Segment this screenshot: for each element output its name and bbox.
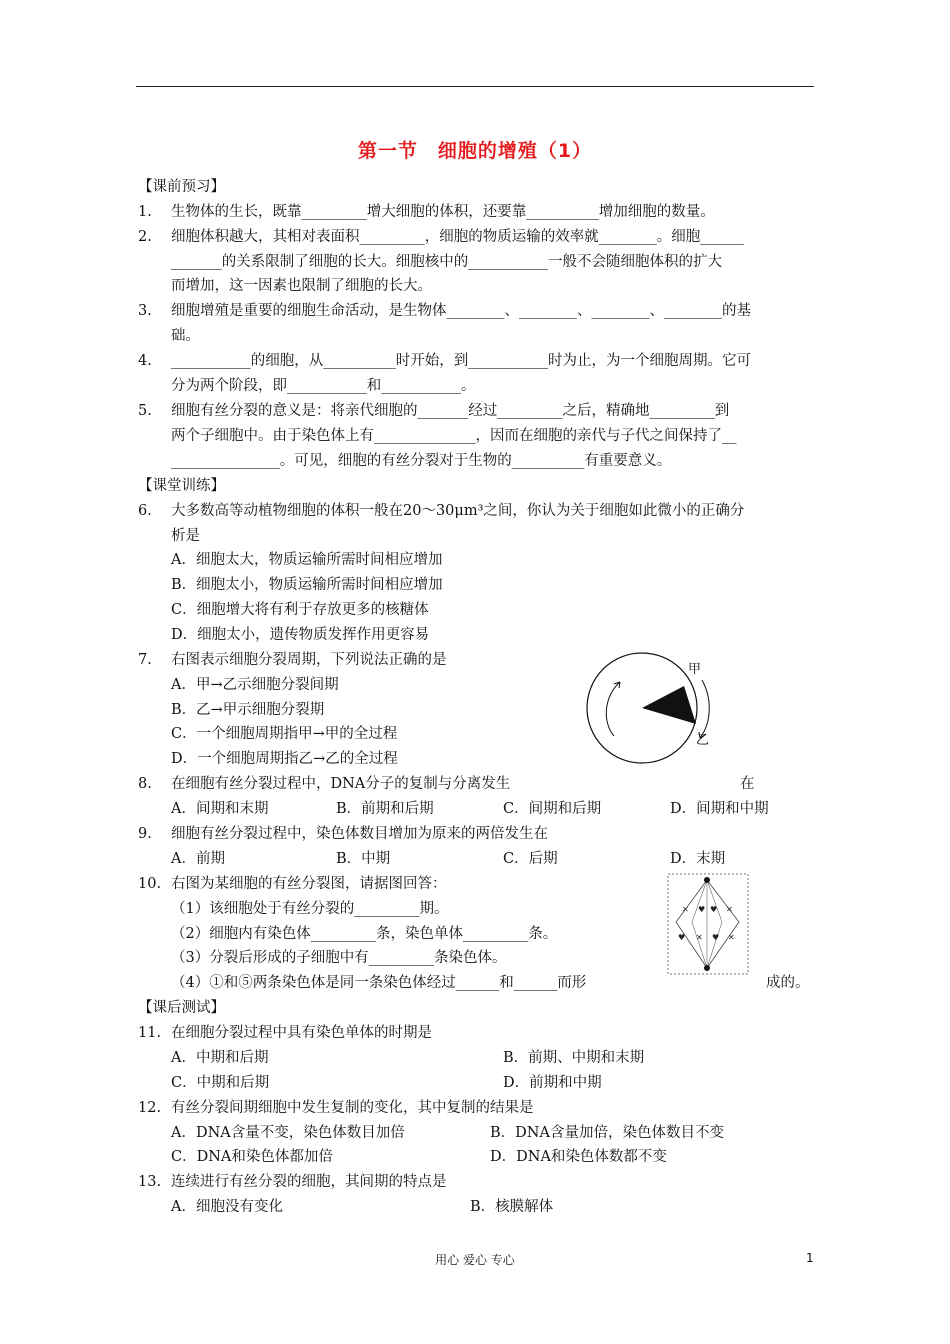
- q6-option-c: C．细胞增大将有利于存放更多的核糖体: [171, 602, 429, 618]
- q12-option-a: A．DNA含量不变，染色体数目加倍: [171, 1125, 405, 1141]
- page-number: 1: [806, 1251, 814, 1265]
- svg-text:✕: ✕: [682, 905, 689, 914]
- q9-option-b: B．中期: [336, 851, 391, 867]
- q10-line1: 右图为某细胞的有丝分裂图，请据图回答：: [171, 876, 447, 892]
- q8-option-d: D．间期和中期: [670, 801, 769, 817]
- q1-number: 1.: [138, 204, 152, 220]
- q6-option-a: A．细胞太大，物质运输所需时间相应增加: [171, 552, 443, 568]
- q8-line1: 在细胞有丝分裂过程中，DNA分子的复制与分离发生: [171, 776, 511, 792]
- q2-number: 2.: [138, 229, 152, 245]
- q6-line2: 析是: [171, 528, 200, 544]
- q6-option-b: B．细胞太小，物质运输所需时间相应增加: [171, 577, 443, 593]
- q5-line1: 细胞有丝分裂的意义是：将亲代细胞的_______经过_________之后，精确地_________到: [171, 403, 730, 419]
- section-after: 【课后测试】: [138, 1000, 225, 1016]
- q10-sub1: （1）该细胞处于有丝分裂的_________期。: [171, 901, 449, 917]
- page-footer: 用心 爱心 专心: [435, 1253, 515, 1267]
- q7-option-c: C．一个细胞周期指甲→甲的全过程: [171, 726, 398, 742]
- q3-line1: 细胞增殖是重要的细胞生命活动，是生物体________、________、________、________的基: [171, 303, 751, 319]
- q7-option-d: D．一个细胞周期指乙→乙的全过程: [171, 751, 398, 767]
- q2-line1: 细胞体积越大，其相对表面积_________，细胞的物质运输的效率就________。细胞______: [171, 229, 744, 245]
- q12-option-d: D．DNA和染色体数都不变: [490, 1149, 667, 1165]
- q9-option-d: D．末期: [670, 851, 726, 867]
- svg-text:♥: ♥: [678, 933, 686, 942]
- q13-option-b: B．核膜解体: [470, 1199, 554, 1215]
- q10-sub2: （2）细胞内有染色体_________条，染色单体_________条。: [171, 926, 558, 942]
- q9-option-a: A．前期: [171, 851, 225, 867]
- svg-text:✕: ✕: [726, 905, 733, 914]
- q9-number: 9.: [138, 826, 152, 842]
- label-yi: 乙: [696, 733, 710, 748]
- q5-line2: 两个子细胞中。由于染色体上有______________，因而在细胞的亲代与子代之间保持了__: [171, 428, 737, 444]
- mitosis-diagram: [666, 872, 750, 976]
- q3-number: 3.: [138, 303, 152, 319]
- q2-line2: _______的关系限制了细胞的长大。细胞核中的___________一般不会随细胞体积的扩大: [171, 254, 722, 270]
- q11-option-d: D．前期和中期: [503, 1075, 602, 1091]
- q9-option-c: C．后期: [503, 851, 558, 867]
- q4-number: 4.: [138, 353, 152, 369]
- q10-sub4-end: 成的。: [766, 975, 810, 991]
- q12-number: 12.: [138, 1100, 162, 1116]
- q11-option-a: A．中期和后期: [171, 1050, 269, 1066]
- q9-line1: 细胞有丝分裂过程中，染色体数目增加为原来的两倍发生在: [171, 826, 548, 842]
- q8-line1-end: 在: [740, 776, 755, 792]
- q11-option-b: B．前期、中期和末期: [503, 1050, 645, 1066]
- q13-option-a: A．细胞没有变化: [171, 1199, 283, 1215]
- svg-text:♥: ♥: [712, 933, 720, 942]
- label-jia: 甲: [688, 662, 702, 677]
- svg-text:✕: ✕: [696, 933, 703, 942]
- section-pre: 【课前预习】: [138, 179, 225, 195]
- section-class: 【课堂训练】: [138, 478, 225, 494]
- q2-line3: 而增加，这一因素也限制了细胞的长大。: [171, 278, 432, 294]
- q6-line1: 大多数高等动植物细胞的体积一般在20～30μm³之间，你认为关于细胞如此微小的正确分: [171, 503, 745, 519]
- q6-option-d: D．细胞太小，遗传物质发挥作用更容易: [171, 627, 430, 643]
- q7-option-b: B．乙→甲示细胞分裂期: [171, 702, 325, 718]
- q12-option-c: C．DNA和染色体都加倍: [171, 1149, 333, 1165]
- svg-text:✕: ✕: [728, 933, 735, 942]
- q6-number: 6.: [138, 503, 152, 519]
- q4-line2: 分为两个阶段，即___________和___________。: [171, 378, 476, 394]
- q5-number: 5.: [138, 403, 152, 419]
- svg-text:♥: ♥: [698, 905, 706, 914]
- q3-line2: 础。: [171, 328, 200, 344]
- q11-line1: 在细胞分裂过程中具有染色单体的时期是: [171, 1025, 432, 1041]
- q10-number: 10.: [138, 876, 162, 892]
- q11-number: 11.: [138, 1025, 162, 1041]
- q4-line1: ___________的细胞，从__________时开始，到___________时为止，为一个细胞周期。它可: [171, 353, 751, 369]
- q12-option-b: B．DNA含量加倍，染色体数目不变: [490, 1125, 724, 1141]
- q13-line1: 连续进行有丝分裂的细胞，其间期的特点是: [171, 1174, 447, 1190]
- q8-option-a: A．间期和末期: [171, 801, 269, 817]
- q1-text: 生物体的生长，既靠_________增大细胞的体积，还要靠__________增加细胞的数量。: [171, 204, 715, 220]
- header-rule: [136, 86, 814, 87]
- q8-option-c: C．间期和后期: [503, 801, 602, 817]
- q5-line3: _______________。可见，细胞的有丝分裂对于生物的__________有重要意义。: [171, 453, 672, 469]
- q11-option-c: C．中期和后期: [171, 1075, 270, 1091]
- q10-sub3: （3）分裂后形成的子细胞中有_________条染色体。: [171, 950, 507, 966]
- q8-option-b: B．前期和后期: [336, 801, 434, 817]
- svg-text:♥: ♥: [710, 905, 718, 914]
- q8-number: 8.: [138, 776, 152, 792]
- q7-line1: 右图表示细胞分裂周期，下列说法正确的是: [171, 652, 447, 668]
- q12-line1: 有丝分裂间期细胞中发生复制的变化，其中复制的结果是: [171, 1100, 534, 1116]
- page-title: 第一节 细胞的增殖（1）: [357, 140, 593, 162]
- q7-number: 7.: [138, 652, 152, 668]
- q7-option-a: A．甲→乙示细胞分裂间期: [171, 677, 339, 693]
- q10-sub4: （4）①和⑤两条染色体是同一条染色体经过______和______而形: [171, 975, 587, 991]
- q13-number: 13.: [138, 1174, 162, 1190]
